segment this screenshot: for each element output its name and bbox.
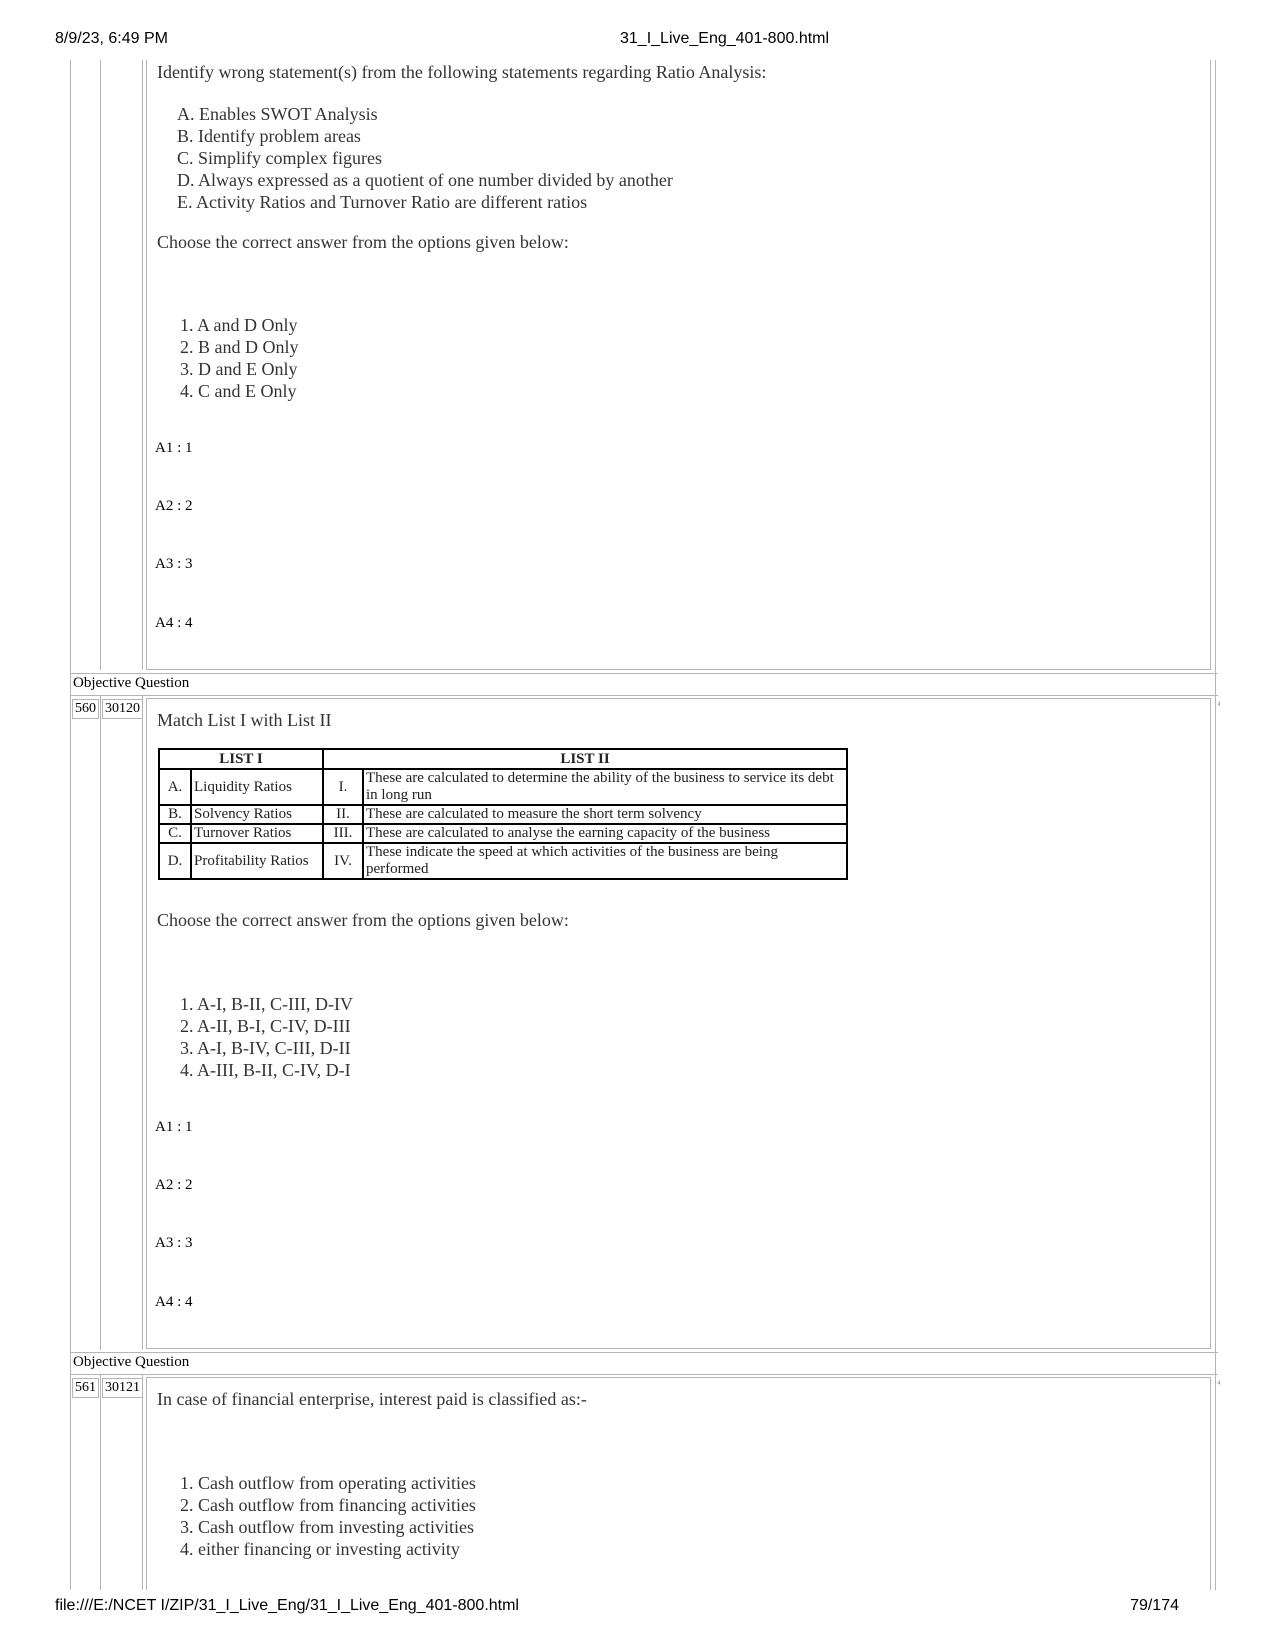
- list-two-item: These are calculated to analyse the earning capacity of the business: [363, 824, 847, 843]
- q559-instruction: Choose the correct answer from the options given below:: [157, 232, 569, 252]
- q560-answer-1: A1 : 1: [155, 1119, 193, 1135]
- frame-line: [1210, 1377, 1211, 1590]
- frame-line: [100, 60, 101, 670]
- list-one-item: Turnover Ratios: [191, 824, 323, 843]
- frame-line: [146, 698, 1210, 699]
- frame-line: [142, 60, 143, 670]
- question-id: 30120: [102, 699, 143, 719]
- print-datetime: 8/9/23, 6:49 PM: [55, 30, 168, 47]
- question-id: 30121: [102, 1378, 143, 1398]
- q559-answer-3: A3 : 3: [155, 556, 193, 572]
- option: 3. D and E Only: [180, 359, 298, 379]
- option: 4. A-III, B-II, C-IV, D-I: [180, 1060, 351, 1080]
- frame-line: [146, 698, 147, 1349]
- frame-line: [146, 1348, 1210, 1349]
- q560-answer-4: A4 : 4: [155, 1294, 193, 1310]
- q560-question: Match List I with List II: [157, 710, 332, 730]
- statement: B. Identify problem areas: [177, 126, 361, 146]
- frame-line: [70, 1374, 1218, 1375]
- scroll-marker: ⁴: [1217, 700, 1221, 711]
- list-one-key: B.: [159, 805, 191, 824]
- option: 2. A-II, B-I, C-IV, D-III: [180, 1016, 351, 1036]
- frame-line: [146, 1377, 147, 1590]
- frame-line: [70, 695, 1218, 696]
- option: 4. C and E Only: [180, 381, 297, 401]
- q561-options: [180, 1472, 476, 1560]
- q561-question: In case of financial enterprise, interest paid is classified as:-: [157, 1389, 587, 1409]
- match-table: [158, 748, 848, 880]
- option: 2. B and D Only: [180, 337, 299, 357]
- table-row: [159, 769, 847, 805]
- frame-line: [142, 1374, 143, 1590]
- q560-options: [180, 993, 353, 1081]
- list-one-key: A.: [159, 769, 191, 805]
- list-one-key: C.: [159, 824, 191, 843]
- frame-line: [146, 1377, 1210, 1378]
- list-two-header: LIST II: [323, 749, 847, 769]
- option: 1. A and D Only: [180, 315, 298, 335]
- frame-line: [100, 1374, 101, 1590]
- list-one-item: Liquidity Ratios: [191, 769, 323, 805]
- frame-line: [142, 695, 143, 1350]
- q560-instruction: Choose the correct answer from the options given below:: [157, 910, 569, 930]
- print-page-number: 79/174: [1130, 1597, 1179, 1614]
- option: 1. Cash outflow from operating activities: [180, 1473, 476, 1493]
- q559-question: Identify wrong statement(s) from the following statements regarding Ratio Analysis:: [157, 62, 767, 82]
- list-two-key: II.: [323, 805, 363, 824]
- statement: E. Activity Ratios and Turnover Ratio are different ratios: [177, 192, 588, 212]
- list-two-item: These are calculated to measure the short term solvency: [363, 805, 847, 824]
- frame-line: [146, 669, 1210, 670]
- frame-line: [70, 1352, 1218, 1353]
- print-title: 31_I_Live_Eng_401-800.html: [620, 30, 830, 47]
- option: 1. A-I, B-II, C-III, D-IV: [180, 994, 353, 1014]
- question-number: 560: [72, 699, 99, 719]
- frame-line: [146, 60, 147, 670]
- print-file-path: file:///E:/NCET I/ZIP/31_I_Live_Eng/31_I_Live_Eng_401-800.html: [55, 1597, 519, 1614]
- list-two-item: These are calculated to determine the ability of the business to service its debt in long run: [363, 769, 847, 805]
- table-row: [159, 805, 847, 824]
- question-type-label: Objective Question: [73, 1354, 190, 1370]
- list-two-item: These indicate the speed at which activities of the business are being performed: [363, 843, 847, 879]
- q560-answer-3: A3 : 3: [155, 1235, 193, 1251]
- table-header-row: [159, 749, 847, 769]
- list-two-key: III.: [323, 824, 363, 843]
- option: 2. Cash outflow from financing activities: [180, 1495, 476, 1515]
- q559-answer-4: A4 : 4: [155, 615, 193, 631]
- q559-statements: [177, 103, 673, 213]
- statement: C. Simplify complex figures: [177, 148, 382, 168]
- list-one-item: Profitability Ratios: [191, 843, 323, 879]
- option: 3. A-I, B-IV, C-III, D-II: [180, 1038, 351, 1058]
- frame-line: [70, 60, 71, 1590]
- list-one-key: D.: [159, 843, 191, 879]
- question-number: 561: [72, 1378, 99, 1398]
- q559-options: [180, 314, 299, 402]
- q560-answer-2: A2 : 2: [155, 1177, 193, 1193]
- statement: D. Always expressed as a quotient of one number divided by another: [177, 170, 673, 190]
- frame-line: [1210, 698, 1211, 1349]
- scroll-marker: ⁴: [1217, 1379, 1221, 1390]
- question-type-label: Objective Question: [73, 675, 190, 691]
- frame-line: [100, 695, 101, 1350]
- table-row: [159, 824, 847, 843]
- option: 3. Cash outflow from investing activities: [180, 1517, 474, 1537]
- frame-line: [70, 673, 1218, 674]
- frame-line: [1215, 60, 1216, 1590]
- option: 4. either financing or investing activity: [180, 1539, 460, 1559]
- q559-answer-2: A2 : 2: [155, 498, 193, 514]
- list-two-key: IV.: [323, 843, 363, 879]
- q559-answer-1: A1 : 1: [155, 440, 193, 456]
- table-row: [159, 843, 847, 879]
- list-two-key: I.: [323, 769, 363, 805]
- frame-line: [1210, 60, 1211, 670]
- list-one-header: LIST I: [159, 749, 323, 769]
- list-one-item: Solvency Ratios: [191, 805, 323, 824]
- statement: A. Enables SWOT Analysis: [177, 104, 378, 124]
